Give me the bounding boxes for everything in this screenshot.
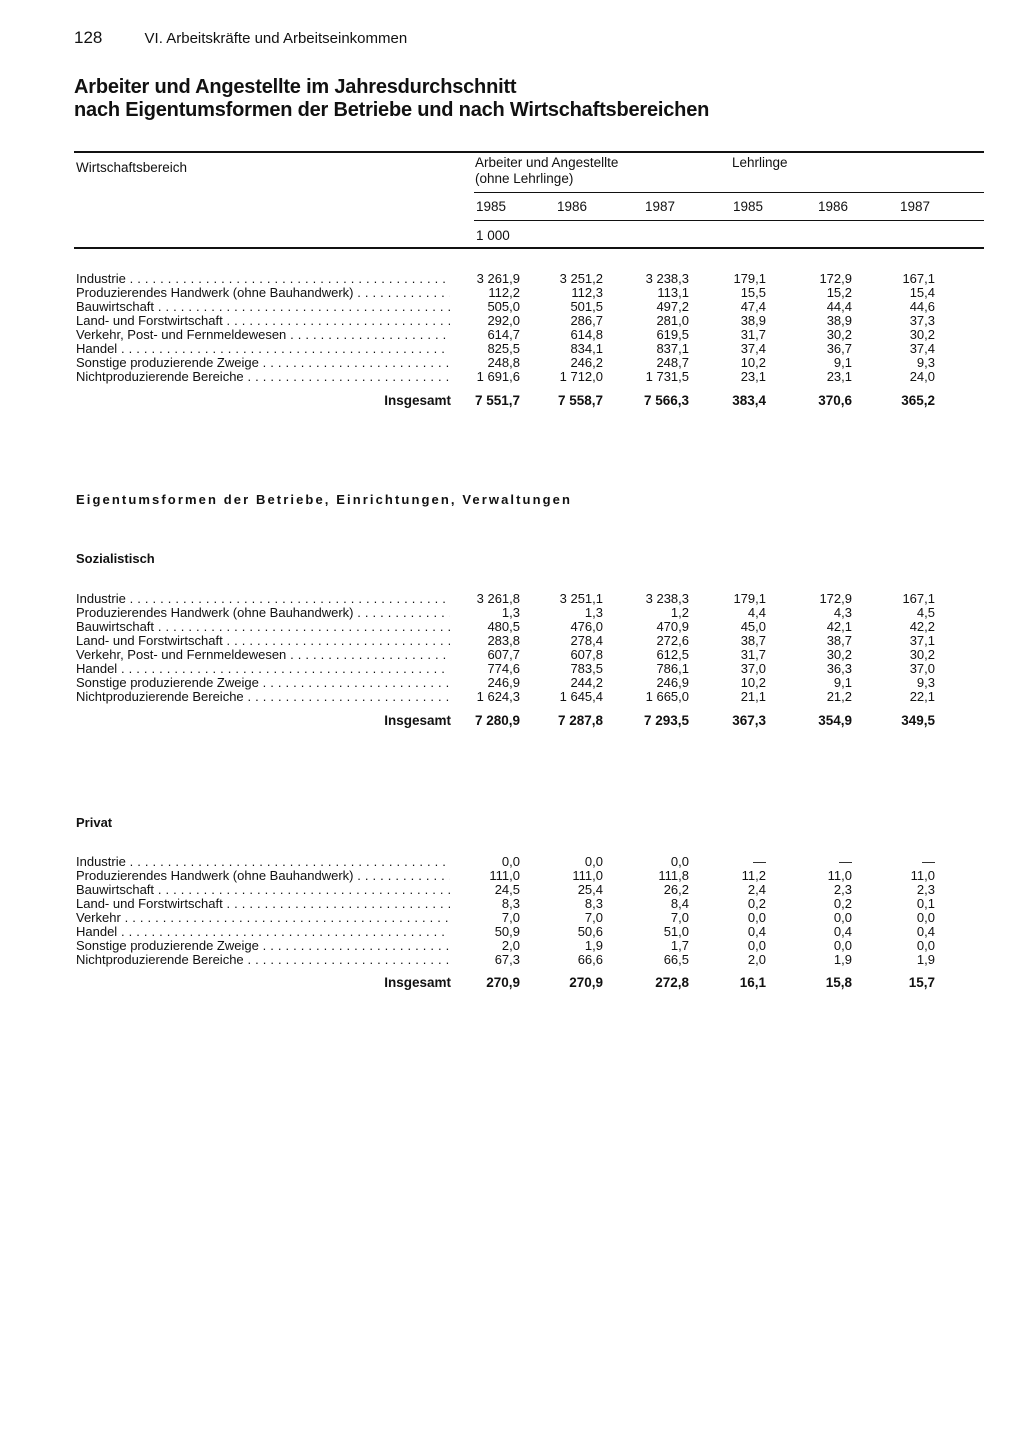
total-apprentices-1985: 367,3	[732, 713, 766, 728]
cell-apprentices-1987: 9,3	[916, 355, 935, 370]
table-row	[0, 272, 1024, 286]
cell-apprentices-1986: 0,0	[833, 938, 852, 953]
row-label: Bauwirtschaft . . .	[76, 883, 450, 897]
private-heading: Privat	[76, 815, 113, 830]
cell-apprentices-1986: 172,9	[819, 271, 852, 286]
header-top-rule	[74, 151, 984, 153]
table-row	[0, 648, 1024, 662]
cell-workers-1987: 7,0	[670, 910, 689, 925]
cell-workers-1986: 246,2	[570, 355, 603, 370]
total-workers-1987: 7 566,3	[643, 393, 689, 408]
col-sector-header: Wirtschaftsbereich	[76, 160, 188, 175]
row-label: Sonstige produzierende Zweige . . .	[76, 356, 450, 370]
cell-apprentices-1985: 11,2	[741, 868, 766, 883]
cell-apprentices-1985: —	[753, 854, 766, 869]
row-label: Handel . . .	[76, 662, 450, 676]
table-row	[0, 676, 1024, 690]
cell-apprentices-1985: 38,9	[740, 313, 766, 328]
cell-apprentices-1985: 179,1	[733, 591, 766, 606]
row-label: Handel . . .	[76, 925, 450, 939]
cell-apprentices-1985: 37,4	[740, 341, 766, 356]
table-row	[0, 328, 1024, 342]
cell-workers-1986: 501,5	[570, 299, 603, 314]
cell-apprentices-1985: 4,4	[747, 605, 766, 620]
cell-workers-1987: 8,4	[670, 896, 689, 911]
cell-apprentices-1987: 42,2	[909, 619, 935, 634]
cell-workers-1986: 1,9	[584, 938, 603, 953]
cell-apprentices-1987: 37,4	[909, 341, 935, 356]
table-row	[0, 342, 1024, 356]
table-row	[0, 925, 1024, 939]
col-group-apprentices-header: Lehrlinge	[732, 155, 788, 170]
row-label: Sonstige produzierende Zweige . . .	[76, 939, 450, 953]
row-label: Industrie . . .	[76, 272, 450, 286]
cell-apprentices-1985: 21,1	[740, 689, 766, 704]
cell-apprentices-1987: 9,3	[916, 675, 935, 690]
cell-workers-1987: 497,2	[656, 299, 689, 314]
cell-workers-1986: 111,0	[572, 868, 603, 883]
cell-apprentices-1985: 23,1	[740, 369, 766, 384]
total-apprentices-1986: 15,8	[825, 975, 852, 990]
total-apprentices-1985: 383,4	[732, 393, 766, 408]
cell-apprentices-1986: 36,3	[826, 661, 852, 676]
cell-apprentices-1985: 37,0	[740, 661, 766, 676]
cell-workers-1986: 834,1	[570, 341, 603, 356]
cell-apprentices-1986: 2,3	[833, 882, 852, 897]
cell-apprentices-1987: 30,2	[909, 327, 935, 342]
cell-apprentices-1985: 0,4	[747, 924, 766, 939]
cell-workers-1987: 26,2	[663, 882, 689, 897]
cell-workers-1987: 1,7	[670, 938, 689, 953]
cell-apprentices-1987: 37,0	[909, 661, 935, 676]
cell-workers-1985: 614,7	[487, 327, 520, 342]
cell-workers-1985: 0,0	[501, 854, 520, 869]
cell-workers-1986: 3 251,2	[559, 271, 603, 286]
cell-apprentices-1986: 0,4	[833, 924, 852, 939]
cell-apprentices-1987: 37,3	[909, 313, 935, 328]
cell-apprentices-1986: —	[839, 854, 852, 869]
cell-apprentices-1987: 4,5	[916, 605, 935, 620]
total-workers-1985: 7 280,9	[474, 713, 520, 728]
cell-workers-1986: 244,2	[570, 675, 603, 690]
cell-workers-1985: 292,0	[487, 313, 520, 328]
cell-apprentices-1987: 24,0	[909, 369, 935, 384]
total-workers-1987: 272,8	[655, 975, 689, 990]
total-workers-1987: 7 293,5	[643, 713, 689, 728]
cell-apprentices-1986: 38,7	[826, 633, 852, 648]
table-row	[0, 869, 1024, 883]
table-row	[0, 939, 1024, 953]
cell-workers-1987: 246,9	[656, 675, 689, 690]
cell-apprentices-1987: 1,9	[916, 952, 935, 967]
row-label: Nichtproduzierende Bereiche . . .	[76, 953, 450, 967]
cell-workers-1985: 2,0	[501, 938, 520, 953]
total-apprentices-1986: 354,9	[818, 713, 852, 728]
year-header-4: 1985	[733, 199, 764, 214]
table-row	[0, 620, 1024, 634]
row-label: Bauwirtschaft . . .	[76, 300, 450, 314]
cell-workers-1986: 112,3	[571, 285, 603, 300]
table-row	[0, 883, 1024, 897]
cell-workers-1985: 505,0	[487, 299, 520, 314]
cell-apprentices-1986: 4,3	[833, 605, 852, 620]
chapter-title: VI. Arbeitskräfte und Arbeitseinkommen	[144, 30, 408, 47]
cell-apprentices-1986: 30,2	[826, 327, 852, 342]
cell-apprentices-1985: 0,0	[747, 938, 766, 953]
row-label: Nichtproduzierende Bereiche . . .	[76, 370, 450, 384]
cell-apprentices-1987: —	[922, 854, 935, 869]
cell-apprentices-1986: 44,4	[826, 299, 852, 314]
cell-workers-1986: 1 712,0	[559, 369, 603, 384]
cell-workers-1986: 3 251,1	[559, 591, 603, 606]
group-workers-line-2: (ohne Lehrlinge)	[475, 171, 574, 186]
cell-workers-1985: 825,5	[487, 341, 520, 356]
cell-apprentices-1986: 36,7	[826, 341, 852, 356]
table-row	[0, 314, 1024, 328]
cell-workers-1986: 607,8	[570, 647, 603, 662]
row-label: Verkehr, Post- und Fernmeldewesen . . .	[76, 648, 450, 662]
cell-workers-1985: 480,5	[487, 619, 520, 634]
header-bottom-rule	[74, 247, 984, 249]
cell-apprentices-1985: 179,1	[733, 271, 766, 286]
cell-apprentices-1986: 42,1	[826, 619, 852, 634]
table-row	[0, 855, 1024, 869]
total-row	[0, 713, 1024, 729]
total-workers-1985: 270,9	[486, 975, 520, 990]
cell-apprentices-1985: 15,5	[740, 285, 766, 300]
cell-workers-1987: 51,0	[663, 924, 689, 939]
title-line-1: Arbeiter und Angestellte im Jahresdurchschnitt	[74, 76, 517, 98]
cell-apprentices-1985: 45,0	[740, 619, 766, 634]
cell-apprentices-1986: 15,2	[826, 285, 852, 300]
table-row	[0, 634, 1024, 648]
total-apprentices-1985: 16,1	[739, 975, 766, 990]
row-label: Land- und Forstwirtschaft . . .	[76, 897, 450, 911]
cell-workers-1987: 66,5	[663, 952, 689, 967]
cell-apprentices-1986: 0,2	[833, 896, 852, 911]
cell-workers-1985: 24,5	[494, 882, 520, 897]
group-workers-line-1: Arbeiter und Angestellte	[475, 155, 619, 170]
table-row	[0, 911, 1024, 925]
cell-workers-1986: 1,3	[584, 605, 603, 620]
table-row	[0, 592, 1024, 606]
cell-apprentices-1987: 22,1	[909, 689, 935, 704]
cell-workers-1985: 50,9	[494, 924, 520, 939]
cell-workers-1987: 281,0	[656, 313, 689, 328]
cell-workers-1986: 286,7	[570, 313, 603, 328]
cell-workers-1986: 25,4	[577, 882, 603, 897]
cell-apprentices-1987: 30,2	[909, 647, 935, 662]
cell-workers-1987: 248,7	[656, 355, 689, 370]
cell-workers-1987: 612,5	[656, 647, 689, 662]
cell-apprentices-1987: 0,1	[916, 896, 935, 911]
cell-apprentices-1985: 31,7	[740, 327, 766, 342]
cell-apprentices-1985: 38,7	[740, 633, 766, 648]
row-label: Produzierendes Handwerk (ohne Bauhandwerk) . . .	[76, 606, 450, 620]
cell-workers-1985: 7,0	[501, 910, 520, 925]
cell-workers-1985: 283,8	[487, 633, 520, 648]
cell-apprentices-1987: 37,1	[909, 633, 935, 648]
title-line-2: nach Eigentumsformen der Betriebe und nach Wirtschaftsbereichen	[74, 99, 710, 121]
cell-workers-1986: 476,0	[570, 619, 603, 634]
cell-apprentices-1985: 2,4	[747, 882, 766, 897]
cell-workers-1986: 278,4	[570, 633, 603, 648]
total-workers-1986: 7 558,7	[557, 393, 603, 408]
cell-apprentices-1986: 172,9	[819, 591, 852, 606]
row-label: Bauwirtschaft . . .	[76, 620, 450, 634]
cell-workers-1985: 111,0	[489, 868, 520, 883]
running-head	[74, 28, 407, 48]
table-row	[0, 897, 1024, 911]
cell-workers-1986: 8,3	[584, 896, 603, 911]
cell-workers-1987: 113,1	[657, 285, 689, 300]
row-label: Verkehr, Post- und Fernmeldewesen . . .	[76, 328, 450, 342]
table-row	[0, 300, 1024, 314]
cell-workers-1987: 786,1	[656, 661, 689, 676]
cell-apprentices-1985: 10,2	[740, 355, 766, 370]
section-heading: Eigentumsformen der Betriebe, Einrichtungen, Verwaltungen	[76, 492, 573, 507]
cell-apprentices-1987: 0,0	[916, 938, 935, 953]
year-header-1: 1985	[476, 199, 507, 214]
cell-apprentices-1985: 0,2	[747, 896, 766, 911]
table-row	[0, 662, 1024, 676]
cell-workers-1987: 1 665,0	[645, 689, 689, 704]
cell-apprentices-1985: 0,0	[747, 910, 766, 925]
row-label: Industrie . . .	[76, 592, 450, 606]
cell-apprentices-1987: 11,0	[910, 868, 935, 883]
total-workers-1985: 7 551,7	[474, 393, 520, 408]
cell-workers-1987: 272,6	[656, 633, 689, 648]
table-row	[0, 606, 1024, 620]
cell-workers-1987: 837,1	[656, 341, 689, 356]
year-header-2: 1986	[557, 199, 588, 214]
row-label: Handel . . .	[76, 342, 450, 356]
total-apprentices-1986: 370,6	[818, 393, 852, 408]
cell-apprentices-1986: 9,1	[833, 675, 852, 690]
cell-apprentices-1987: 167,1	[902, 271, 935, 286]
table-row	[0, 286, 1024, 300]
year-header-6: 1987	[900, 199, 931, 214]
row-label: Land- und Forstwirtschaft . . .	[76, 634, 450, 648]
cell-workers-1985: 3 261,9	[476, 271, 520, 286]
total-workers-1986: 7 287,8	[557, 713, 603, 728]
cell-workers-1986: 66,6	[577, 952, 603, 967]
cell-apprentices-1985: 2,0	[747, 952, 766, 967]
total-row	[0, 393, 1024, 409]
row-label: Nichtproduzierende Bereiche . . .	[76, 690, 450, 704]
total-label: Insgesamt	[384, 393, 451, 408]
row-label: Produzierendes Handwerk (ohne Bauhandwerk) . . .	[76, 869, 450, 883]
row-label: Produzierendes Handwerk (ohne Bauhandwerk) . . .	[76, 286, 450, 300]
cell-apprentices-1985: 31,7	[740, 647, 766, 662]
col-group-workers-header	[475, 155, 618, 187]
cell-apprentices-1987: 44,6	[909, 299, 935, 314]
cell-apprentices-1986: 11,0	[827, 868, 852, 883]
cell-workers-1987: 0,0	[670, 854, 689, 869]
cell-workers-1985: 3 261,8	[476, 591, 520, 606]
cell-apprentices-1986: 21,2	[826, 689, 852, 704]
cell-workers-1987: 470,9	[656, 619, 689, 634]
cell-workers-1986: 50,6	[577, 924, 603, 939]
cell-apprentices-1987: 0,4	[916, 924, 935, 939]
table-row	[0, 953, 1024, 967]
row-label: Sonstige produzierende Zweige . . .	[76, 676, 450, 690]
year-header-3: 1987	[645, 199, 676, 214]
cell-workers-1985: 774,6	[487, 661, 520, 676]
cell-apprentices-1987: 15,4	[909, 285, 935, 300]
cell-workers-1986: 783,5	[570, 661, 603, 676]
table-row	[0, 356, 1024, 370]
total-apprentices-1987: 349,5	[901, 713, 935, 728]
cell-workers-1987: 1 731,5	[645, 369, 689, 384]
cell-workers-1985: 1,3	[501, 605, 520, 620]
cell-workers-1987: 3 238,3	[645, 271, 689, 286]
row-label: Industrie . . .	[76, 855, 450, 869]
cell-apprentices-1986: 38,9	[826, 313, 852, 328]
page-number: 128	[74, 28, 103, 47]
total-workers-1986: 270,9	[569, 975, 603, 990]
cell-workers-1985: 248,8	[487, 355, 520, 370]
cell-workers-1985: 8,3	[501, 896, 520, 911]
cell-apprentices-1986: 1,9	[833, 952, 852, 967]
cell-apprentices-1985: 10,2	[740, 675, 766, 690]
cell-workers-1985: 1 691,6	[476, 369, 520, 384]
cell-apprentices-1986: 23,1	[826, 369, 852, 384]
table-row	[0, 370, 1024, 384]
cell-apprentices-1987: 167,1	[902, 591, 935, 606]
cell-workers-1986: 1 645,4	[559, 689, 603, 704]
year-header-5: 1986	[818, 199, 849, 214]
row-label: Land- und Forstwirtschaft . . .	[76, 314, 450, 328]
total-label: Insgesamt	[384, 713, 451, 728]
cell-workers-1986: 7,0	[584, 910, 603, 925]
cell-workers-1985: 246,9	[487, 675, 520, 690]
table-row	[0, 690, 1024, 704]
total-apprentices-1987: 365,2	[901, 393, 935, 408]
cell-workers-1985: 1 624,3	[476, 689, 520, 704]
total-row	[0, 975, 1024, 991]
cell-workers-1986: 614,8	[570, 327, 603, 342]
year-rule	[474, 220, 984, 221]
cell-workers-1986: 0,0	[584, 854, 603, 869]
header-mid-rule	[474, 192, 984, 193]
cell-workers-1987: 1,2	[670, 605, 689, 620]
row-label: Verkehr . . .	[76, 911, 450, 925]
socialist-heading: Sozialistisch	[76, 551, 155, 566]
cell-workers-1985: 67,3	[494, 952, 520, 967]
cell-workers-1987: 3 238,3	[645, 591, 689, 606]
cell-apprentices-1986: 9,1	[833, 355, 852, 370]
cell-apprentices-1985: 47,4	[740, 299, 766, 314]
cell-apprentices-1986: 30,2	[826, 647, 852, 662]
total-apprentices-1987: 15,7	[908, 975, 935, 990]
cell-workers-1985: 607,7	[487, 647, 520, 662]
cell-workers-1987: 111,8	[658, 868, 689, 883]
cell-workers-1987: 619,5	[656, 327, 689, 342]
cell-workers-1985: 112,2	[488, 285, 520, 300]
cell-apprentices-1987: 2,3	[916, 882, 935, 897]
cell-apprentices-1986: 0,0	[833, 910, 852, 925]
page-title	[74, 76, 709, 122]
cell-apprentices-1987: 0,0	[916, 910, 935, 925]
total-label: Insgesamt	[384, 975, 451, 990]
unit-label: 1 000	[476, 228, 510, 243]
